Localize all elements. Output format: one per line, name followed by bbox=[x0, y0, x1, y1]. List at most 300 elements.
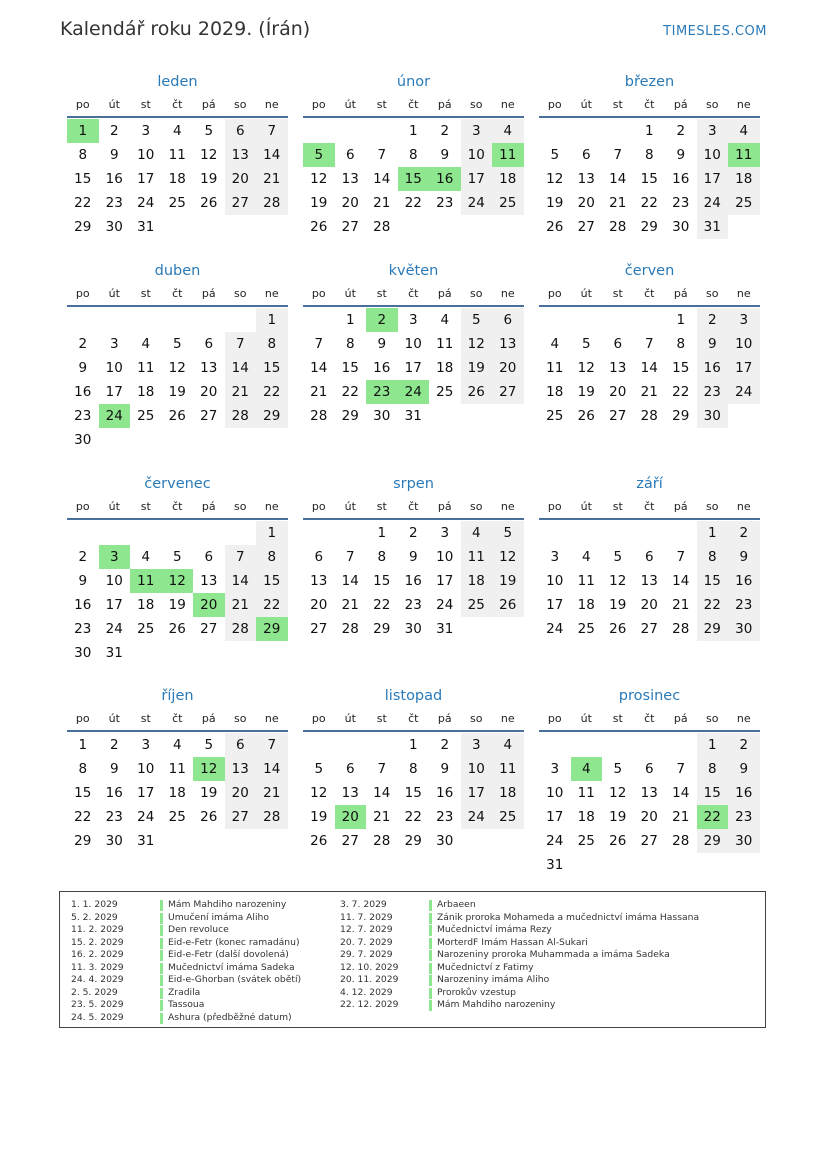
day-cell: 12 bbox=[310, 171, 328, 187]
day-cell: 17 bbox=[105, 384, 123, 400]
day-cell: 16 bbox=[373, 360, 391, 376]
day-cell: 13 bbox=[492, 332, 524, 356]
day-cell: 28 bbox=[310, 408, 328, 424]
day-cell: 8 bbox=[78, 147, 88, 163]
weekday-label: ne bbox=[736, 712, 751, 725]
day-cell: 15 bbox=[697, 781, 729, 805]
day-cell: 7 bbox=[225, 545, 257, 569]
weekday-label: út bbox=[344, 98, 356, 111]
day-cell: 23 bbox=[105, 809, 123, 825]
legend-holiday-name: Mám Mahdiho narozeniny bbox=[437, 999, 556, 1010]
day-cell: 9 bbox=[440, 147, 450, 163]
day-cell: 29 bbox=[697, 617, 729, 641]
day-cell: 12 bbox=[609, 573, 627, 589]
day-cell: 27 bbox=[200, 621, 218, 637]
day-cell: 15 bbox=[256, 356, 288, 380]
day-cell: 14 bbox=[310, 360, 328, 376]
holiday-day: 11 bbox=[492, 143, 524, 167]
day-cell: 3 bbox=[141, 123, 151, 139]
day-cell: 10 bbox=[404, 336, 422, 352]
day-cell: 13 bbox=[577, 171, 595, 187]
legend-holiday-name: Narozeniny proroka Muhammada a imáma Sadeka bbox=[437, 949, 670, 960]
day-cell: 31 bbox=[697, 215, 729, 239]
weekday-label: po bbox=[311, 500, 326, 513]
month-name: duben bbox=[154, 263, 201, 279]
weekday-label: út bbox=[108, 287, 120, 300]
day-cell: 10 bbox=[728, 332, 760, 356]
day-cell: 19 bbox=[609, 809, 627, 825]
day-cell: 11 bbox=[492, 757, 524, 781]
weekday-label: út bbox=[344, 712, 356, 725]
day-cell: 16 bbox=[74, 384, 92, 400]
weekday-label: so bbox=[706, 500, 719, 513]
legend-date: 15. 2. 2029 bbox=[71, 936, 124, 948]
site-logo[interactable]: TIMESLES.COM bbox=[663, 24, 767, 39]
day-cell: 24 bbox=[461, 805, 493, 829]
month-divider bbox=[303, 305, 524, 307]
day-cell: 29 bbox=[404, 833, 422, 849]
legend-date: 24. 4. 2029 bbox=[71, 974, 124, 985]
weekday-label: čt bbox=[644, 712, 655, 725]
day-cell: 4 bbox=[461, 521, 493, 545]
day-cell: 15 bbox=[672, 360, 690, 376]
holiday-day: 2 bbox=[366, 308, 398, 332]
day-cell: 25 bbox=[137, 408, 155, 424]
month-name: leden bbox=[157, 74, 198, 90]
day-cell: 23 bbox=[436, 809, 454, 825]
day-cell: 5 bbox=[613, 761, 623, 777]
weekday-label: ne bbox=[736, 500, 751, 513]
legend-holiday-name: Prorokův vzestup bbox=[437, 986, 516, 998]
day-cell: 7 bbox=[256, 733, 288, 757]
day-cell: 28 bbox=[672, 621, 690, 637]
legend-color-marker bbox=[429, 925, 432, 936]
weekday-label: út bbox=[344, 287, 356, 300]
day-cell: 17 bbox=[546, 597, 564, 613]
day-cell: 13 bbox=[640, 573, 658, 589]
day-cell: 1 bbox=[644, 123, 654, 139]
day-cell: 16 bbox=[105, 785, 123, 801]
day-cell: 6 bbox=[204, 549, 214, 565]
day-cell: 26 bbox=[168, 621, 186, 637]
day-cell: 19 bbox=[310, 809, 328, 825]
day-cell: 15 bbox=[373, 573, 391, 589]
day-cell: 30 bbox=[74, 645, 92, 661]
day-cell: 17 bbox=[697, 167, 729, 191]
day-cell: 8 bbox=[697, 545, 729, 569]
day-cell: 22 bbox=[74, 809, 92, 825]
day-cell: 18 bbox=[137, 384, 155, 400]
day-cell: 15 bbox=[341, 360, 359, 376]
holiday-day: 29 bbox=[256, 617, 288, 641]
day-cell: 17 bbox=[105, 597, 123, 613]
day-cell: 6 bbox=[225, 733, 257, 757]
day-cell: 13 bbox=[341, 785, 359, 801]
weekday-label: čt bbox=[408, 500, 419, 513]
day-cell: 4 bbox=[492, 733, 524, 757]
day-cell: 28 bbox=[225, 617, 257, 641]
holiday-day: 3 bbox=[99, 545, 131, 569]
weekday-label: st bbox=[140, 98, 151, 111]
day-cell: 24 bbox=[546, 833, 564, 849]
day-cell: 4 bbox=[728, 119, 760, 143]
day-cell: 1 bbox=[676, 312, 686, 328]
day-cell: 6 bbox=[613, 336, 623, 352]
day-cell: 7 bbox=[676, 549, 686, 565]
weekday-label: ne bbox=[264, 287, 279, 300]
day-cell: 7 bbox=[225, 332, 257, 356]
day-cell: 22 bbox=[404, 809, 422, 825]
legend-color-marker bbox=[160, 900, 163, 911]
day-cell: 5 bbox=[172, 336, 182, 352]
day-cell: 28 bbox=[609, 219, 627, 235]
legend-date: 11. 2. 2029 bbox=[71, 924, 124, 935]
day-cell: 1 bbox=[256, 308, 288, 332]
day-cell: 16 bbox=[404, 573, 422, 589]
day-cell: 28 bbox=[373, 219, 391, 235]
day-cell: 21 bbox=[609, 195, 627, 211]
weekday-label: po bbox=[75, 500, 90, 513]
day-cell: 28 bbox=[256, 805, 288, 829]
day-cell: 13 bbox=[640, 785, 658, 801]
month-divider bbox=[67, 518, 288, 520]
day-cell: 25 bbox=[492, 805, 524, 829]
day-cell: 15 bbox=[697, 569, 729, 593]
day-cell: 8 bbox=[644, 147, 654, 163]
day-cell: 2 bbox=[728, 521, 760, 545]
weekday-label: út bbox=[108, 712, 120, 725]
day-cell: 21 bbox=[310, 384, 328, 400]
weekday-label: po bbox=[311, 98, 326, 111]
legend-date: 11. 7. 2029 bbox=[340, 911, 393, 923]
legend-color-marker bbox=[429, 975, 432, 986]
month-divider bbox=[539, 305, 760, 307]
day-cell: 20 bbox=[577, 195, 595, 211]
day-cell: 9 bbox=[697, 332, 729, 356]
day-cell: 14 bbox=[672, 573, 690, 589]
legend-date: 29. 7. 2029 bbox=[340, 949, 393, 960]
day-cell: 1 bbox=[697, 521, 729, 545]
day-cell: 14 bbox=[373, 171, 391, 187]
holiday-day: 20 bbox=[335, 805, 367, 829]
day-cell: 12 bbox=[168, 360, 186, 376]
day-cell: 19 bbox=[168, 597, 186, 613]
day-cell: 15 bbox=[74, 171, 92, 187]
day-cell: 6 bbox=[204, 336, 214, 352]
weekday-label: po bbox=[547, 500, 562, 513]
day-cell: 26 bbox=[577, 408, 595, 424]
legend-date: 23. 5. 2029 bbox=[71, 999, 124, 1010]
day-cell: 7 bbox=[377, 761, 387, 777]
day-cell: 11 bbox=[137, 360, 155, 376]
legend-color-marker bbox=[429, 963, 432, 974]
day-cell: 7 bbox=[256, 119, 288, 143]
day-cell: 28 bbox=[373, 833, 391, 849]
weekday-label: so bbox=[470, 500, 483, 513]
legend-date: 3. 7. 2029 bbox=[340, 899, 387, 910]
day-cell: 18 bbox=[137, 597, 155, 613]
day-cell: 25 bbox=[577, 833, 595, 849]
day-cell: 7 bbox=[644, 336, 654, 352]
day-cell: 28 bbox=[341, 621, 359, 637]
day-cell: 27 bbox=[609, 408, 627, 424]
day-cell: 3 bbox=[440, 525, 450, 541]
weekday-label: pá bbox=[201, 500, 216, 513]
day-cell: 25 bbox=[168, 809, 186, 825]
day-cell: 20 bbox=[492, 356, 524, 380]
day-cell: 27 bbox=[225, 191, 257, 215]
day-cell: 8 bbox=[676, 336, 686, 352]
weekday-label: so bbox=[470, 98, 483, 111]
day-cell: 27 bbox=[310, 621, 328, 637]
day-cell: 4 bbox=[172, 737, 182, 753]
day-cell: 22 bbox=[672, 384, 690, 400]
weekday-label: pá bbox=[673, 500, 688, 513]
weekday-label: st bbox=[140, 500, 151, 513]
holiday-day: 20 bbox=[193, 593, 225, 617]
day-cell: 11 bbox=[168, 761, 186, 777]
holiday-day: 24 bbox=[99, 404, 131, 428]
legend-date: 11. 3. 2029 bbox=[71, 961, 124, 973]
day-cell: 18 bbox=[728, 167, 760, 191]
weekday-label: ne bbox=[736, 287, 751, 300]
day-cell: 26 bbox=[609, 833, 627, 849]
day-cell: 26 bbox=[200, 195, 218, 211]
day-cell: 9 bbox=[109, 147, 119, 163]
day-cell: 29 bbox=[672, 408, 690, 424]
weekday-label: so bbox=[706, 712, 719, 725]
weekday-label: so bbox=[470, 287, 483, 300]
day-cell: 2 bbox=[440, 737, 450, 753]
day-cell: 1 bbox=[345, 312, 355, 328]
day-cell: 14 bbox=[640, 360, 658, 376]
weekday-label: st bbox=[612, 98, 623, 111]
day-cell: 27 bbox=[341, 833, 359, 849]
day-cell: 27 bbox=[640, 833, 658, 849]
day-cell: 16 bbox=[672, 171, 690, 187]
day-cell: 27 bbox=[200, 408, 218, 424]
month-name: březen bbox=[624, 74, 675, 90]
holiday-day: 11 bbox=[728, 143, 760, 167]
legend-date: 22. 12. 2029 bbox=[340, 999, 399, 1010]
weekday-label: út bbox=[580, 500, 592, 513]
day-cell: 24 bbox=[436, 597, 454, 613]
weekday-label: pá bbox=[673, 712, 688, 725]
day-cell: 14 bbox=[672, 785, 690, 801]
day-cell: 30 bbox=[74, 432, 92, 448]
day-cell: 14 bbox=[225, 569, 257, 593]
weekday-label: st bbox=[612, 712, 623, 725]
day-cell: 20 bbox=[310, 597, 328, 613]
legend-color-marker bbox=[429, 913, 432, 924]
day-cell: 10 bbox=[546, 785, 564, 801]
day-cell: 25 bbox=[728, 191, 760, 215]
day-cell: 25 bbox=[168, 195, 186, 211]
day-cell: 29 bbox=[256, 404, 288, 428]
day-cell: 23 bbox=[697, 380, 729, 404]
legend-holiday-name: Narozeniny imáma Aliho bbox=[437, 974, 550, 985]
month-name: září bbox=[636, 476, 663, 492]
day-cell: 12 bbox=[577, 360, 595, 376]
day-cell: 27 bbox=[640, 621, 658, 637]
weekday-label: st bbox=[376, 98, 387, 111]
day-cell: 7 bbox=[676, 761, 686, 777]
day-cell: 9 bbox=[728, 757, 760, 781]
day-cell: 18 bbox=[436, 360, 454, 376]
day-cell: 6 bbox=[644, 761, 654, 777]
month-divider bbox=[67, 305, 288, 307]
day-cell: 16 bbox=[74, 597, 92, 613]
day-cell: 10 bbox=[461, 143, 493, 167]
day-cell: 7 bbox=[613, 147, 623, 163]
holiday-day: 24 bbox=[398, 380, 430, 404]
day-cell: 2 bbox=[408, 525, 418, 541]
day-cell: 19 bbox=[492, 569, 524, 593]
day-cell: 2 bbox=[109, 737, 119, 753]
legend-date: 12. 7. 2029 bbox=[340, 924, 393, 935]
day-cell: 21 bbox=[225, 380, 257, 404]
month-name: květen bbox=[388, 263, 439, 279]
legend-date: 5. 2. 2029 bbox=[71, 911, 118, 923]
weekday-label: so bbox=[234, 500, 247, 513]
day-cell: 6 bbox=[492, 308, 524, 332]
day-cell: 19 bbox=[577, 384, 595, 400]
day-cell: 18 bbox=[546, 384, 564, 400]
day-cell: 24 bbox=[461, 191, 493, 215]
day-cell: 23 bbox=[105, 195, 123, 211]
day-cell: 21 bbox=[225, 593, 257, 617]
day-cell: 5 bbox=[461, 308, 493, 332]
day-cell: 17 bbox=[436, 573, 454, 589]
day-cell: 13 bbox=[609, 360, 627, 376]
day-cell: 24 bbox=[728, 380, 760, 404]
day-cell: 30 bbox=[373, 408, 391, 424]
weekday-label: so bbox=[234, 712, 247, 725]
weekday-label: út bbox=[108, 500, 120, 513]
day-cell: 13 bbox=[200, 360, 218, 376]
day-cell: 2 bbox=[697, 308, 729, 332]
day-cell: 25 bbox=[461, 593, 493, 617]
day-cell: 30 bbox=[672, 219, 690, 235]
day-cell: 15 bbox=[256, 569, 288, 593]
day-cell: 26 bbox=[461, 380, 493, 404]
day-cell: 6 bbox=[644, 549, 654, 565]
day-cell: 11 bbox=[436, 336, 454, 352]
day-cell: 9 bbox=[440, 761, 450, 777]
day-cell: 26 bbox=[168, 408, 186, 424]
holiday-day: 23 bbox=[366, 380, 398, 404]
day-cell: 3 bbox=[109, 336, 119, 352]
day-cell: 21 bbox=[672, 597, 690, 613]
day-cell: 31 bbox=[137, 833, 155, 849]
month-divider bbox=[303, 116, 524, 118]
day-cell: 7 bbox=[314, 336, 324, 352]
day-cell: 7 bbox=[377, 147, 387, 163]
weekday-label: čt bbox=[408, 712, 419, 725]
day-cell: 16 bbox=[728, 569, 760, 593]
day-cell: 8 bbox=[697, 757, 729, 781]
day-cell: 13 bbox=[225, 757, 257, 781]
day-cell: 10 bbox=[137, 761, 155, 777]
month-divider bbox=[539, 116, 760, 118]
weekday-label: so bbox=[706, 287, 719, 300]
day-cell: 8 bbox=[78, 761, 88, 777]
day-cell: 24 bbox=[546, 621, 564, 637]
day-cell: 10 bbox=[436, 549, 454, 565]
day-cell: 6 bbox=[225, 119, 257, 143]
day-cell: 17 bbox=[461, 167, 493, 191]
day-cell: 18 bbox=[492, 781, 524, 805]
day-cell: 1 bbox=[408, 123, 418, 139]
day-cell: 16 bbox=[728, 781, 760, 805]
weekday-label: pá bbox=[201, 98, 216, 111]
day-cell: 20 bbox=[640, 597, 658, 613]
day-cell: 10 bbox=[137, 147, 155, 163]
day-cell: 5 bbox=[613, 549, 623, 565]
day-cell: 5 bbox=[550, 147, 560, 163]
holiday-day: 12 bbox=[162, 569, 194, 593]
weekday-label: ne bbox=[500, 500, 515, 513]
day-cell: 6 bbox=[581, 147, 591, 163]
month-name: červenec bbox=[144, 476, 211, 492]
day-cell: 18 bbox=[492, 167, 524, 191]
day-cell: 22 bbox=[640, 195, 658, 211]
legend-color-marker bbox=[160, 988, 163, 999]
day-cell: 27 bbox=[225, 805, 257, 829]
day-cell: 14 bbox=[341, 573, 359, 589]
day-cell: 30 bbox=[697, 404, 729, 428]
day-cell: 17 bbox=[404, 360, 422, 376]
day-cell: 10 bbox=[546, 573, 564, 589]
day-cell: 17 bbox=[546, 809, 564, 825]
day-cell: 19 bbox=[200, 785, 218, 801]
month-divider bbox=[303, 730, 524, 732]
legend-date: 20. 7. 2029 bbox=[340, 936, 393, 948]
weekday-label: čt bbox=[172, 500, 183, 513]
day-cell: 21 bbox=[640, 384, 658, 400]
legend-holiday-name: MorterdF Imám Hassan Al-Sukari bbox=[437, 936, 588, 948]
day-cell: 21 bbox=[256, 781, 288, 805]
holiday-day: 4 bbox=[571, 757, 603, 781]
month-divider bbox=[539, 518, 760, 520]
day-cell: 16 bbox=[436, 785, 454, 801]
weekday-label: čt bbox=[644, 500, 655, 513]
day-cell: 11 bbox=[577, 785, 595, 801]
weekday-label: čt bbox=[408, 287, 419, 300]
day-cell: 17 bbox=[137, 785, 155, 801]
legend-date: 12. 10. 2029 bbox=[340, 961, 399, 973]
weekday-label: po bbox=[311, 712, 326, 725]
month-name: srpen bbox=[393, 476, 434, 492]
weekday-label: st bbox=[376, 712, 387, 725]
weekday-label: pá bbox=[673, 98, 688, 111]
weekday-label: st bbox=[140, 712, 151, 725]
day-cell: 9 bbox=[408, 549, 418, 565]
weekday-label: ne bbox=[264, 98, 279, 111]
day-cell: 9 bbox=[109, 761, 119, 777]
day-cell: 12 bbox=[310, 785, 328, 801]
day-cell: 3 bbox=[141, 737, 151, 753]
day-cell: 24 bbox=[137, 195, 155, 211]
weekday-label: pá bbox=[437, 500, 452, 513]
day-cell: 13 bbox=[200, 573, 218, 589]
legend-holiday-name: Ashura (předběžné datum) bbox=[168, 1011, 292, 1023]
day-cell: 18 bbox=[168, 171, 186, 187]
day-cell: 5 bbox=[204, 123, 214, 139]
day-cell: 23 bbox=[404, 597, 422, 613]
day-cell: 20 bbox=[341, 195, 359, 211]
day-cell: 21 bbox=[373, 195, 391, 211]
